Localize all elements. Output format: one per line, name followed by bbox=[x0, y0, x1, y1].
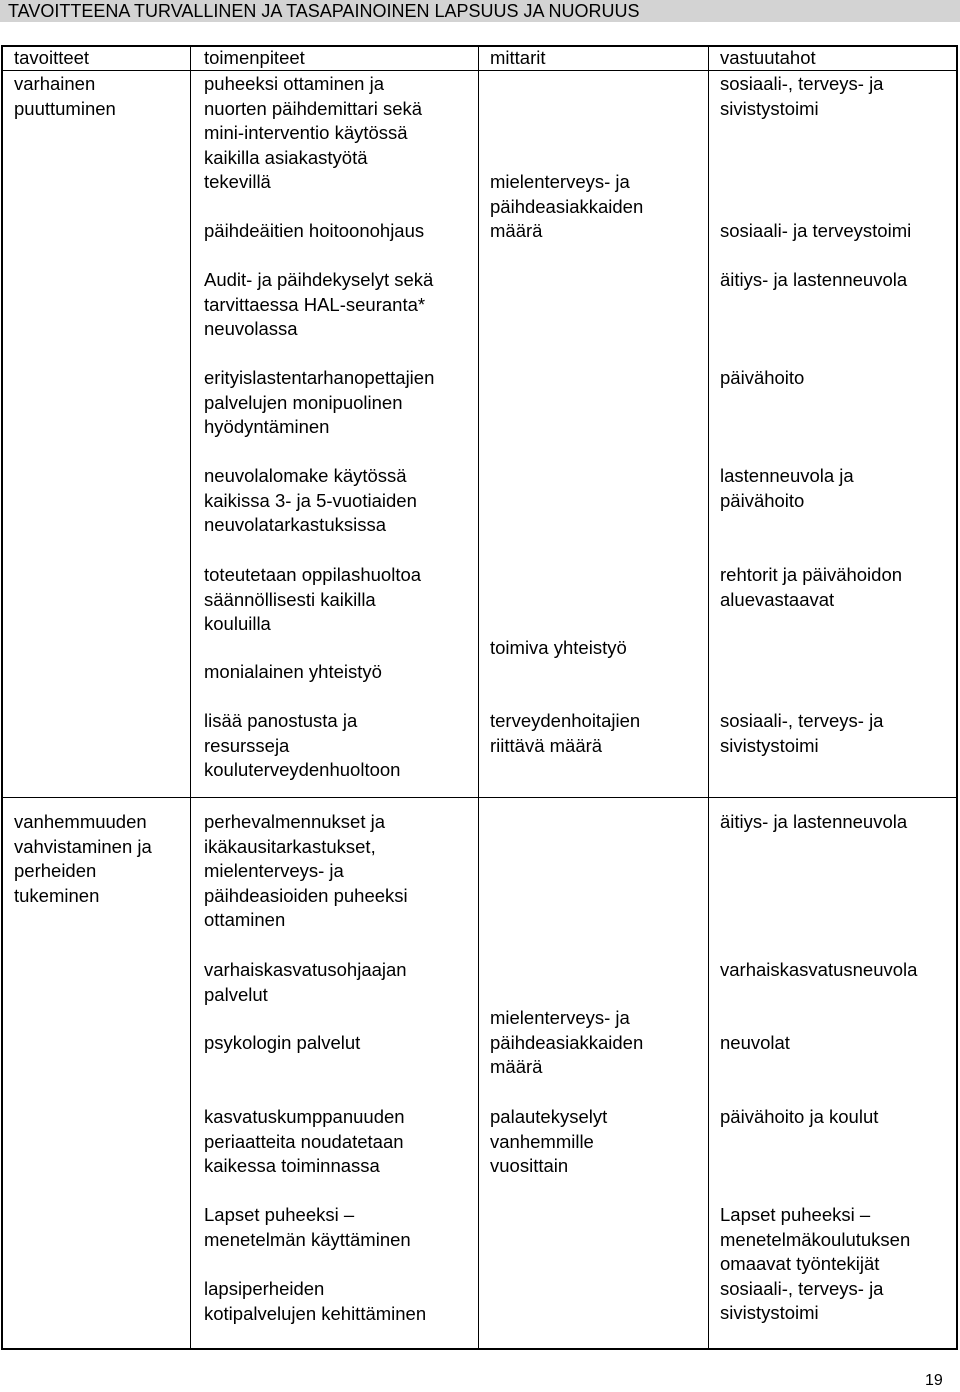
cell-text: neuvolalomake käytössä bbox=[204, 465, 407, 486]
cell-text: omaavat työntekijät bbox=[720, 1253, 880, 1274]
cell-text: tukeminen bbox=[14, 884, 100, 906]
cell-text: rehtorit ja päivähoidon bbox=[720, 564, 903, 585]
column-header: tavoitteet bbox=[14, 47, 90, 68]
cell-text: päihdeasiakkaiden bbox=[490, 195, 644, 217]
cell-text: nuorten päihdemittari sekä bbox=[204, 97, 423, 119]
page-title: TAVOITTEENA TURVALLINEN JA TASAPAINOINEN LAPSUUS JA NUORUUS bbox=[0, 0, 960, 22]
cell-text: kouluilla bbox=[204, 613, 271, 634]
cell-text: Lapset puheeksi – bbox=[720, 1204, 871, 1225]
cell-text: palautekyselyt bbox=[490, 1106, 608, 1127]
cell-text: vahvistaminen ja bbox=[14, 835, 152, 857]
cell-text: tarvittaessa HAL-seuranta* bbox=[204, 293, 426, 315]
cell-text: perheiden bbox=[14, 860, 97, 881]
cell-text: terveydenhoitajien bbox=[490, 710, 641, 731]
cell-text: sosiaali-, terveys- ja bbox=[720, 1277, 884, 1299]
table-border-right bbox=[956, 45, 958, 1350]
cell-text: mielenterveys- ja bbox=[490, 171, 630, 192]
cell-text: mielenterveys- ja bbox=[204, 860, 344, 881]
cell-text: sosiaali-, terveys- ja bbox=[720, 710, 884, 731]
column-header: mittarit bbox=[490, 47, 546, 68]
cell-text: kaikissa 3- ja 5-vuotiaiden bbox=[204, 489, 417, 511]
cell-text: toteutetaan oppilashuoltoa bbox=[204, 564, 422, 585]
cell-text: perhevalmennukset ja bbox=[204, 811, 385, 832]
row-separator bbox=[1, 797, 958, 798]
cell-text: sivistystoimi bbox=[720, 1302, 819, 1323]
cell-text: mini-interventio käytössä bbox=[204, 122, 408, 143]
cell-text: psykologin palvelut bbox=[204, 1032, 361, 1053]
cell-text: hyödyntäminen bbox=[204, 416, 330, 437]
cell-text: puuttuminen bbox=[14, 97, 116, 119]
cell-text: vanhemmuuden bbox=[14, 811, 147, 832]
cell-text: sivistystoimi bbox=[720, 97, 819, 119]
cell-text: lastenneuvola ja bbox=[720, 465, 854, 486]
cell-text: neuvolatarkastuksissa bbox=[204, 514, 387, 535]
cell-text: kaikilla asiakastyötä bbox=[204, 146, 368, 168]
cell-text: puheeksi ottaminen ja bbox=[204, 73, 384, 94]
cell-text: päihdeasioiden puheeksi bbox=[204, 884, 408, 906]
cell-text: kotipalvelujen kehittäminen bbox=[204, 1302, 427, 1324]
column-header: vastuutahot bbox=[720, 47, 816, 68]
cell-text: neuvolassa bbox=[204, 318, 298, 339]
cell-text: äitiys- ja lastenneuvola bbox=[720, 811, 908, 832]
cell-text: sosiaali-, terveys- ja bbox=[720, 73, 884, 94]
cell-text: kasvatuskumppanuuden bbox=[204, 1106, 405, 1127]
cell-text: varhainen bbox=[14, 73, 96, 94]
cell-text: toimiva yhteistyö bbox=[490, 637, 627, 658]
column-separator bbox=[478, 45, 479, 1350]
cell-text: palvelujen monipuolinen bbox=[204, 391, 403, 413]
table-border-bottom bbox=[1, 1348, 958, 1350]
cell-text: päivähoito bbox=[720, 489, 805, 511]
cell-text: kaikessa toiminnassa bbox=[204, 1155, 380, 1176]
cell-text: ikäkausitarkastukset, bbox=[204, 835, 376, 857]
cell-text: periaatteita noudatetaan bbox=[204, 1130, 404, 1152]
cell-text: mielenterveys- ja bbox=[490, 1007, 630, 1028]
cell-text: aluevastaavat bbox=[720, 588, 835, 610]
cell-text: vanhemmille bbox=[490, 1130, 594, 1152]
cell-text: varhaiskasvatusohjaajan bbox=[204, 959, 407, 980]
column-separator bbox=[708, 45, 709, 1350]
column-separator bbox=[190, 45, 191, 1350]
cell-text: ottaminen bbox=[204, 909, 286, 930]
cell-text: päivähoito bbox=[720, 367, 805, 388]
cell-text: lapsiperheiden bbox=[204, 1278, 325, 1299]
cell-text: erityislastentarhanopettajien bbox=[204, 367, 435, 388]
cell-text: Audit- ja päihdekyselyt sekä bbox=[204, 269, 434, 290]
cell-text: kouluterveydenhuoltoon bbox=[204, 759, 401, 780]
cell-text: neuvolat bbox=[720, 1032, 790, 1053]
cell-text: vuosittain bbox=[490, 1155, 569, 1176]
cell-text: päihdeasiakkaiden bbox=[490, 1031, 644, 1053]
cell-text: päihdeäitien hoitoonohjaus bbox=[204, 220, 425, 241]
cell-text: tekevillä bbox=[204, 171, 271, 192]
cell-text: säännöllisesti kaikilla bbox=[204, 588, 376, 610]
cell-text: riittävä määrä bbox=[490, 734, 603, 756]
cell-text: määrä bbox=[490, 1056, 543, 1077]
cell-text: menetelmäkoulutuksen bbox=[720, 1228, 911, 1250]
table-border-left bbox=[1, 45, 3, 1350]
column-header: toimenpiteet bbox=[204, 47, 305, 68]
cell-text: monialainen yhteistyö bbox=[204, 661, 382, 682]
cell-text: äitiys- ja lastenneuvola bbox=[720, 269, 908, 290]
cell-text: palvelut bbox=[204, 983, 268, 1005]
cell-text: menetelmän käyttäminen bbox=[204, 1228, 411, 1250]
cell-text: varhaiskasvatusneuvola bbox=[720, 959, 918, 980]
cell-text: sosiaali- ja terveystoimi bbox=[720, 220, 912, 241]
cell-text: sivistystoimi bbox=[720, 734, 819, 756]
cell-text: resursseja bbox=[204, 734, 290, 756]
cell-text: määrä bbox=[490, 220, 543, 241]
cell-text: lisää panostusta ja bbox=[204, 710, 358, 731]
page-number: 19 bbox=[925, 1372, 943, 1389]
cell-text: päivähoito ja koulut bbox=[720, 1106, 879, 1127]
cell-text: Lapset puheeksi – bbox=[204, 1204, 355, 1225]
